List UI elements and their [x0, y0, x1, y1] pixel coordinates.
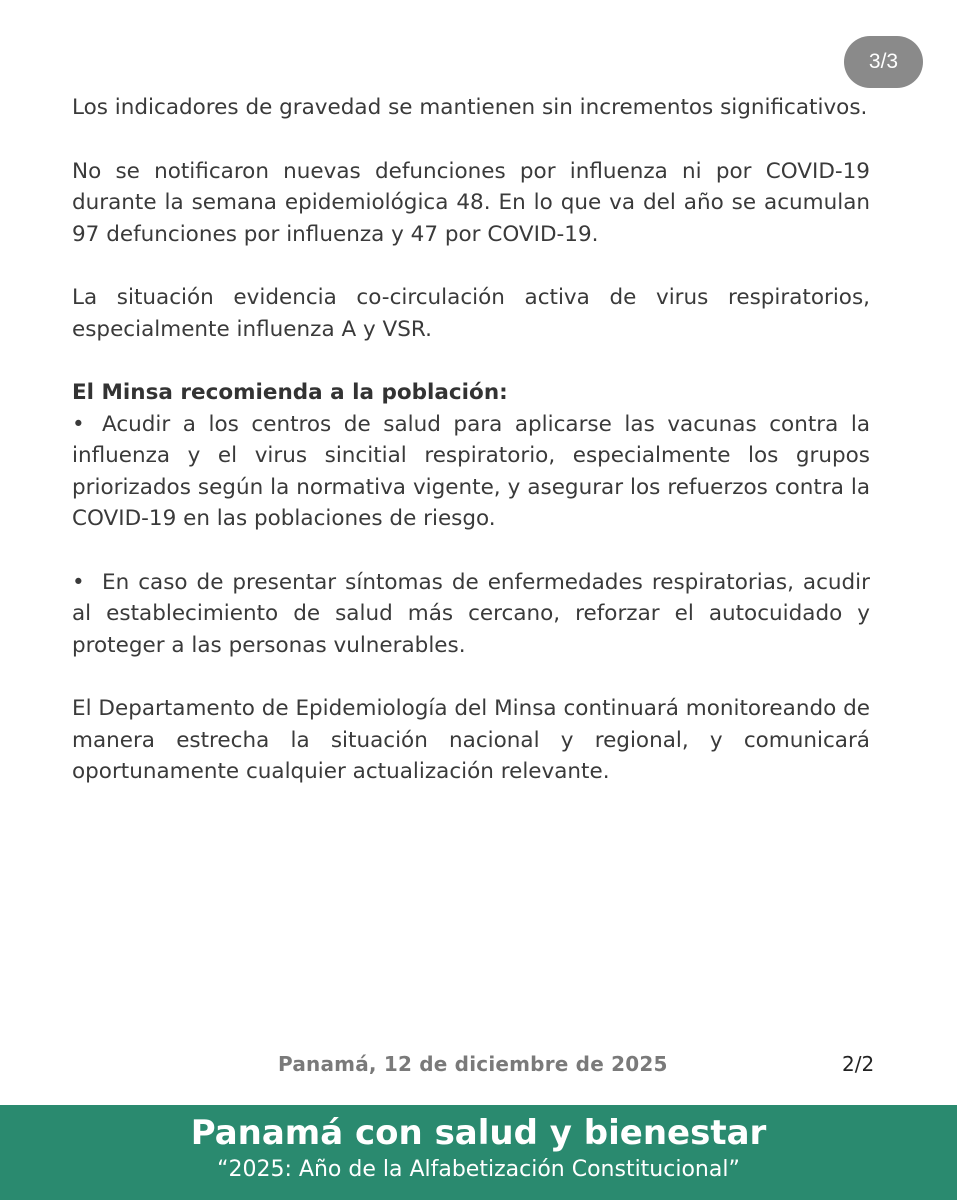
banner-title: Panamá con salud y bienestar	[190, 1113, 767, 1153]
bullet-icon: •	[72, 569, 85, 595]
paragraph-closing: El Departamento de Epidemiología del Minsa continuará monitoreando de manera estrecha la situación nacional y regional, y comunicará oportunamente cualquier actualización relevante.	[72, 696, 870, 784]
document-footer	[0, 1052, 957, 1082]
banner-subtitle: “2025: Año de la Alfabetización Constitucional”	[217, 1157, 740, 1182]
bullet-text: En caso de presentar síntomas de enfermedades respiratorias, acudir al establecimiento de salud más cercano, reforzar el autocuidado y proteger a las personas vulnerables.	[72, 569, 870, 658]
footer-banner	[0, 1105, 957, 1200]
bullet-symptoms	[72, 567, 870, 662]
bullet-vaccination	[72, 409, 870, 535]
footer-date: Panamá, 12 de diciembre de 2025	[278, 1052, 668, 1076]
bullet-text: Acudir a los centros de salud para aplicarse las vacunas contra la influenza y el virus sincitial respiratorio, especialmente los grupos priorizados según la normativa vigente, y asegurar los refuerzos contra la COVID-19 en las poblaciones de riesgo.	[72, 411, 870, 531]
recommendations-heading: El Minsa recomienda a la población:	[72, 380, 508, 405]
paragraph-deaths: No se notificaron nuevas defunciones por influenza ni por COVID-19 durante la semana epidemiológica 48. En lo que va del año se acumulan 97 defunciones por influenza y 47 por COVID-19.	[72, 158, 870, 247]
document-body	[72, 92, 870, 788]
page-indicator-badge: 3/3	[844, 36, 923, 88]
paragraph-circulation: La situación evidencia co-circulación activa de virus respiratorios, especialmente influenza A y VSR.	[72, 285, 870, 342]
paragraph-severity: Los indicadores de gravedad se mantienen sin incrementos significativos.	[72, 95, 868, 120]
bullet-icon: •	[72, 411, 85, 437]
footer-page-number: 2/2	[842, 1052, 875, 1076]
